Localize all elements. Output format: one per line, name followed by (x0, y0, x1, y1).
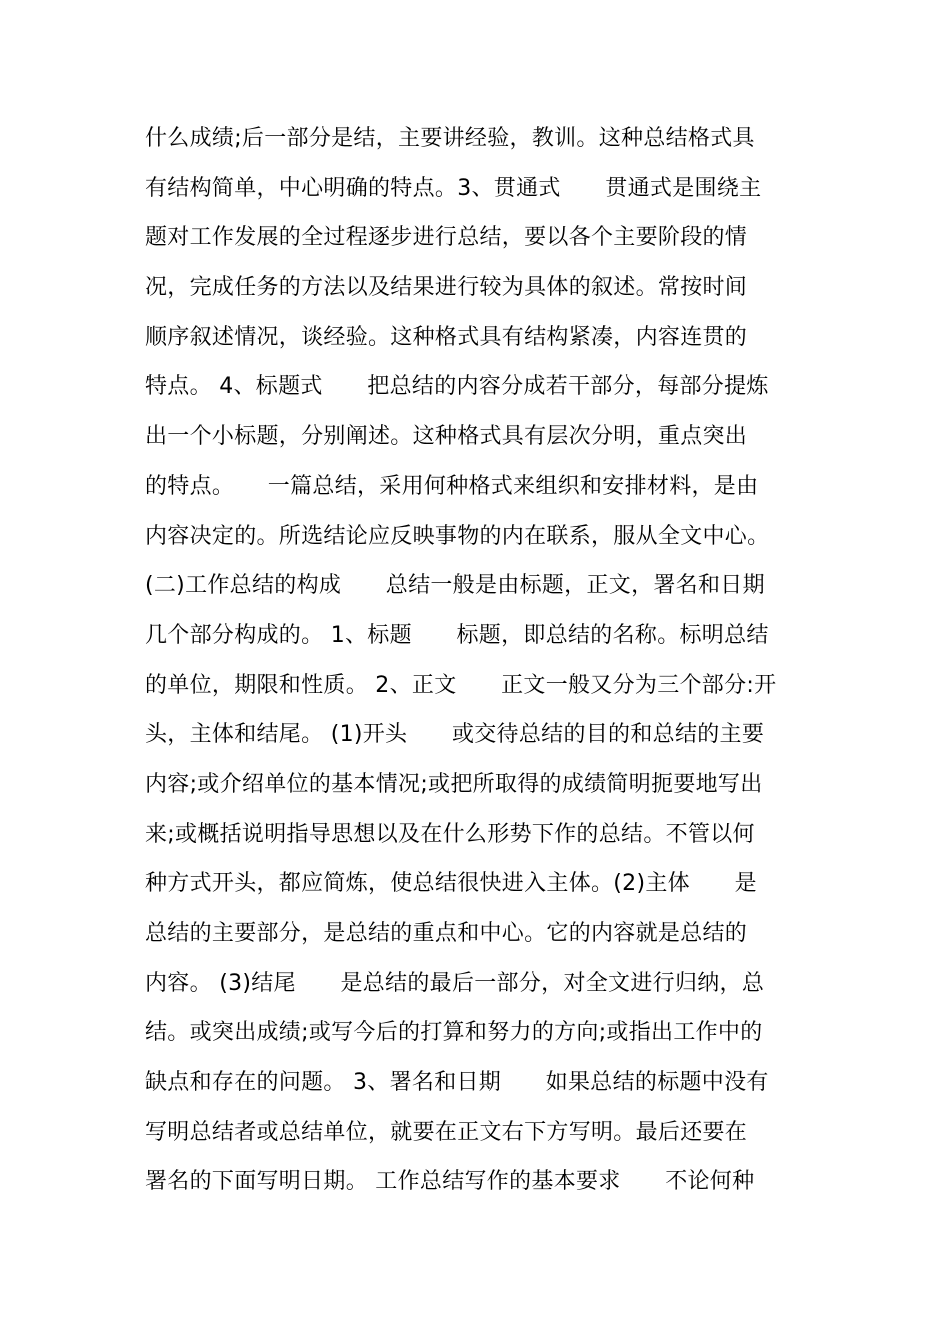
text-line-8: 的特点。 一篇总结，采用何种格式来组织和安排材料，是由 (145, 473, 759, 499)
text-line-19: 结。或突出成绩;或写今后的打算和努力的方向;或指出工作中的 (145, 1020, 763, 1046)
text-line-2: 有结构简单，中心明确的特点。3、贯通式 贯通式是围绕主 (145, 175, 762, 201)
text-line-3: 题对工作发展的全过程逐步进行总结，要以各个主要阶段的情 (145, 225, 748, 251)
text-line-11: 几个部分构成的。 1、标题 标题，即总结的名称。标明总结 (145, 622, 769, 648)
text-line-13: 头，主体和结尾。 (1)开头 或交待总结的目的和总结的主要 (145, 722, 765, 748)
text-line-5: 顺序叙述情况，谈经验。这种格式具有结构紧凑，内容连贯的 (145, 324, 748, 350)
text-line-16: 种方式开头，都应简炼，使总结很快进入主体。(2)主体 是 (145, 871, 757, 897)
text-line-17: 总结的主要部分，是总结的重点和中心。它的内容就是总结的 (145, 921, 748, 946)
text-line-20: 缺点和存在的问题。 3、署名和日期 如果总结的标题中没有 (145, 1070, 769, 1096)
text-line-12: 的单位，期限和性质。 2、正文 正文一般又分为三个部分:开 (145, 672, 777, 698)
text-line-10: (二)工作总结的构成 总结一般是由标题，正文，署名和日期 (145, 573, 765, 599)
text-line-6: 特点。 4、标题式 把总结的内容分成若干部分，每部分提炼 (145, 374, 769, 400)
text-line-14: 内容;或介绍单位的基本情况;或把所取得的成绩简明扼要地写出 (145, 771, 763, 797)
text-line-1: 什么成绩;后一部分是结，主要讲经验，教训。这种总结格式具 (145, 126, 755, 151)
body-text (145, 114, 865, 1207)
text-line-7: 出一个小标题，分别阐述。这种格式具有层次分明，重点突出 (145, 424, 748, 450)
text-line-9: 内容决定的。所选结论应反映事物的内在联系，服从全文中心。 (145, 523, 770, 549)
text-line-4: 况，完成任务的方法以及结果进行较为具体的叙述。常按时间 (145, 275, 748, 301)
text-line-15: 来;或概括说明指导思想以及在什么形势下作的总结。不管以何 (145, 821, 755, 847)
text-line-18: 内容。 (3)结尾 是总结的最后一部分，对全文进行归纳，总 (145, 970, 765, 996)
text-line-21: 写明总结者或总结单位，就要在正文右下方写明。最后还要在 (145, 1119, 748, 1145)
text-line-22: 署名的下面写明日期。 工作总结写作的基本要求 不论何种 (145, 1169, 755, 1195)
